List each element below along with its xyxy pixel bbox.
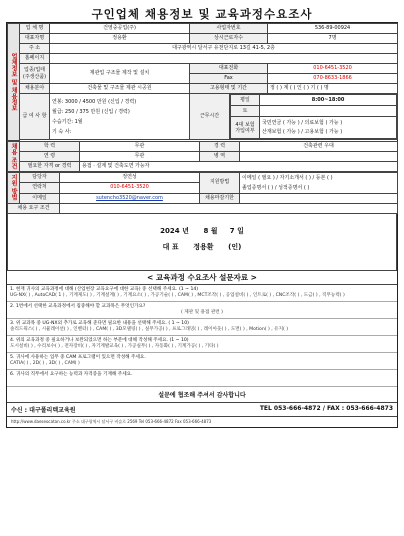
survey-question-3 xyxy=(7,319,397,336)
manager-value: 정연성 xyxy=(60,172,200,183)
employment-type-value: 정 ( ) 계 ( ) 인 ( ) 기 ( ) 명 xyxy=(268,84,398,94)
remarks-label: 채용 요구 조건 xyxy=(8,203,60,213)
company-section-label: 업체정보 및 채용정보 xyxy=(8,24,20,141)
military-label: 병 역 xyxy=(200,151,240,161)
insurance-line-1: 국민연금 ( 가능 ) / 의료보험 ( 가능 ) xyxy=(262,119,343,126)
signature-line xyxy=(8,242,396,252)
survey-question-4 xyxy=(7,336,397,353)
survey-question-1 xyxy=(7,285,397,302)
application-section-label: 지원 방법 xyxy=(8,172,20,203)
signature-date xyxy=(8,226,396,236)
business-label-sub: (주생산품) xyxy=(22,73,47,80)
survey-title: < 교육과정 수요조사 설문자료 > xyxy=(7,270,397,285)
signature-block xyxy=(7,214,397,270)
q4-options: 도시설비( ) , 수리보수( ) , 전자장비( ) , 자기계발교육( ) , 가공실무( ) , 자동화( ) , 기계가공( ) , 기타( ) xyxy=(10,343,219,349)
fax-value: 070-8633-1866 xyxy=(268,74,398,84)
education-value: 무관 xyxy=(80,141,200,151)
fax-label: Fax xyxy=(190,74,268,84)
hours-sat-label: 토 xyxy=(231,106,260,117)
hours-weekday-value: 8:00~18:00 xyxy=(260,95,397,106)
salary-probation: 수습기간: 1월 xyxy=(52,118,83,125)
q2-answer: ( 제관 및 용접 관련 ) xyxy=(181,309,223,315)
q5-options: CATIA( ) , 2D( ) , 3D( ) , CAM( ) xyxy=(10,360,80,366)
salary-monthly: 월급: 250 / 375 만원 (신입 / 경력) xyxy=(52,108,130,115)
address-label: 주 소 xyxy=(20,44,50,54)
deadline-label: 채용마감기한 xyxy=(200,193,240,203)
method-block xyxy=(240,172,398,193)
form-title: 구인업체 채용정보 및 교육과정수요조사 xyxy=(91,7,313,21)
hours-block xyxy=(230,94,398,140)
hours-label: 근무시간 xyxy=(190,94,230,140)
requirements-table xyxy=(7,141,398,172)
age-label: 연 령 xyxy=(20,151,80,161)
survey-question-5 xyxy=(7,353,397,370)
company-info-table xyxy=(7,23,398,141)
license-value: 용접 · 설계 및 건축도면 가능자 xyxy=(80,161,398,171)
seal-mark: (인) xyxy=(228,242,242,251)
hours-subtable xyxy=(230,94,397,139)
education-label: 학 력 xyxy=(20,141,80,151)
date-year-suffix: 년 xyxy=(182,226,189,235)
method-label: 지원방법 xyxy=(200,172,240,193)
date-month: 8 xyxy=(203,226,209,235)
salary-label: 급 여 사 항 xyxy=(20,94,50,140)
survey-question-2 xyxy=(7,302,397,319)
survey-closing: 설문에 협조해 주셔서 감사합니다 xyxy=(7,387,397,403)
homepage-value xyxy=(50,54,398,64)
reg-no-label: 사업자번호 xyxy=(190,24,268,34)
contact-label: 연락처 xyxy=(20,183,60,194)
footer-send-label: 수신 : 대구폴리텍교육원 xyxy=(11,406,76,414)
hours-sat-value xyxy=(260,106,397,117)
employment-type-label: 고용형태 및 기간 xyxy=(190,84,268,94)
q2-text: 2. 1번에서 선택한 교육과정에서 집중해야 할 교과목은 무엇인가요? xyxy=(10,303,146,309)
date-year: 2024 xyxy=(160,226,180,235)
email-link[interactable]: sutencho3520@naver.com xyxy=(60,193,200,203)
company-name-value: 건영중공업(주) xyxy=(50,24,190,34)
reg-no-value: 536-89-00924 xyxy=(268,24,398,34)
salary-annual: 연봉: 3000 / 4500 만원 (신입 / 경력) xyxy=(52,98,137,105)
deadline-value xyxy=(240,193,398,203)
phone-value: 010-6451-3520 xyxy=(268,64,398,74)
salary-block xyxy=(50,94,190,140)
q3-options: 솔리드웍스( ) , 시뮬레이션( ) , 인벤터( ) , CAM( ) , 3D모델링( ) , 실무가공( ) , 프로그래밍( ) , 레이아웃( ) , 도면( ) , Motion( ) , 유지( ) xyxy=(10,326,289,332)
requirements-section-label: 채용 조건 xyxy=(8,141,20,171)
ceo-label: 대표자명 xyxy=(20,34,50,44)
q5-text: 5. 귀사에 사용하는 업무 중 CAM 프로그램이 있으면 작성해 주세요. xyxy=(10,354,146,360)
rep-label: 대 표 xyxy=(162,242,179,251)
footer-send-row xyxy=(7,403,397,417)
insurance-label: 4대 보험 가입여부 xyxy=(231,117,260,139)
ceo-value: 정용환 xyxy=(50,34,190,44)
license-label: 필요한 자격 or 경력 xyxy=(20,161,80,171)
q1-options: UG-NX( ) , AutoCAD( 1 ) , 기계제도( ) , 기계설계( ) , 기계요소( ) , 가공기술( ) , CAM( ) , MCT조작( ) , 공업설비( ) , 인트로( ) , CNC조작( ) , 도금( ) , 직무능력( ) xyxy=(10,292,345,298)
form-frame xyxy=(6,22,398,428)
business-value: 제관업 구조물 제작 및 설치 xyxy=(50,64,190,84)
insurance-block xyxy=(260,117,397,139)
age-value: 무관 xyxy=(80,151,200,161)
method-line-1: 이메일 ( 필요 ) / 자기소개서 ( ) / 등본 ( ) xyxy=(242,174,333,181)
salary-dorm: 기 숙 사: xyxy=(52,128,72,135)
job-value: 건축물 및 구조물 제관 시공원 xyxy=(50,84,190,94)
footer-send-contact: TEL 053-666-4872 / FAX : 053-666-4873 xyxy=(259,404,393,412)
date-day: 7 xyxy=(229,226,235,235)
manager-label: 담당자 xyxy=(20,172,60,183)
remarks-value xyxy=(60,203,398,213)
employees-label: 상시근로자수 xyxy=(190,34,268,44)
job-label: 채용분야 xyxy=(20,84,50,94)
career-value: 건축관련 우대 xyxy=(240,141,398,151)
application-table xyxy=(7,172,398,214)
insurance-line-2: 산재보험 ( 가능 ) / 고용보험 ( 가능 ) xyxy=(262,128,343,135)
hours-weekday-label: 평일 xyxy=(231,95,260,106)
survey-question-6 xyxy=(7,370,397,387)
career-label: 경 력 xyxy=(200,141,240,151)
q4-text: 4. 위의 교육과정 중 필요하거나 보완되었으면 하는 부분에 대해 작성해 주세요. (1 ~ 10) xyxy=(10,337,189,343)
address-value: 대구광역시 달서구 유천단지로 13길 41-5, 2층 xyxy=(50,44,398,54)
rep-name: 정용환 xyxy=(193,242,214,251)
footer-website[interactable]: http://www.daeseocatan.co.kr 주소 대구광역시 달서구 비슬로 2569 Tel 053-666-4872 Fax 053-666-4873 xyxy=(11,418,212,424)
q1-text: 1. 현재 귀사의 교육과정에 대해 (산업현장 교육요구에 대한 교육) 중 선택해 주세요. (1 ~ 14) xyxy=(10,286,199,292)
contact-value: 010-6451-3520 xyxy=(60,183,200,194)
company-name-label: 업 체 명 xyxy=(20,24,50,34)
method-line-2: 졸업증명서 ( ) / 성적증명서 ( ) xyxy=(242,184,310,191)
date-month-suffix: 월 xyxy=(210,226,218,235)
military-value xyxy=(240,151,398,161)
homepage-label: 홈페이지 xyxy=(20,54,50,64)
q6-text: 6. 귀사의 직무에서 요구하는 능력과 자격증을 기재해 주세요. xyxy=(10,371,133,377)
employees-value: 7명 xyxy=(268,34,398,44)
q3-text: 3. 위 교과목 중 UG-NX외 추가로 교육해 준다면 필요한 내용을 선택해 주세요. ( 1 ~ 10) xyxy=(10,320,189,326)
phone-label: 대표전화 xyxy=(190,64,268,74)
date-day-suffix: 일 xyxy=(237,226,244,235)
business-label xyxy=(20,64,50,84)
business-label-main: 업종/업태 xyxy=(23,66,45,73)
email-label: 이메일 xyxy=(20,193,60,203)
